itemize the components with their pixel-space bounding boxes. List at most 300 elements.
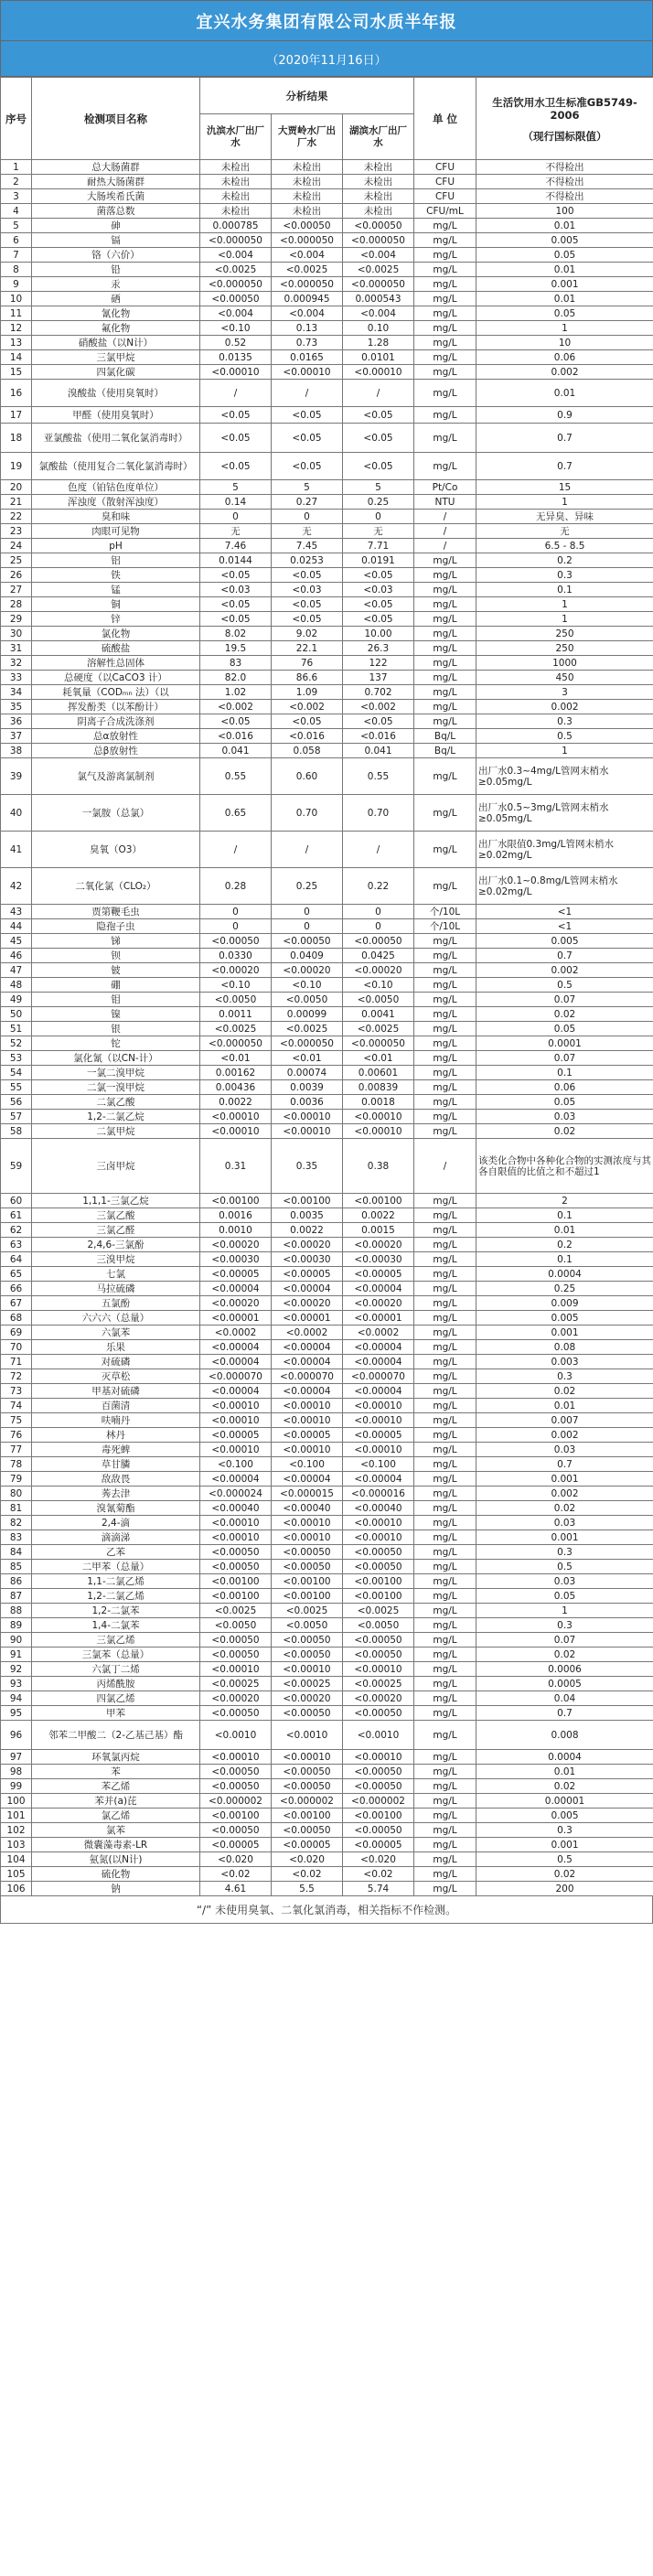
- row-standard-limit: 无: [476, 524, 653, 539]
- row-value-plant-3: <0.100: [343, 1457, 414, 1472]
- row-item-name: 钡: [32, 949, 200, 963]
- row-unit: mg/L: [414, 934, 476, 949]
- row-value-plant-2: /: [272, 380, 343, 407]
- row-standard-limit: 0.03: [476, 1443, 653, 1457]
- row-value-plant-2: 0.27: [272, 495, 343, 510]
- row-index: 67: [1, 1296, 32, 1311]
- row-unit: mg/L: [414, 1223, 476, 1238]
- row-value-plant-1: 0.0022: [200, 1095, 272, 1110]
- row-value-plant-1: 19.5: [200, 641, 272, 656]
- row-item-name: 溴氰菊酯: [32, 1501, 200, 1516]
- row-standard-limit: 0.002: [476, 365, 653, 380]
- row-index: 6: [1, 233, 32, 248]
- row-standard-limit: 0.005: [476, 233, 653, 248]
- row-item-name: 苯: [32, 1765, 200, 1779]
- row-value-plant-1: <0.00004: [200, 1384, 272, 1399]
- row-value-plant-3: <0.00030: [343, 1252, 414, 1267]
- row-value-plant-1: <0.00100: [200, 1809, 272, 1823]
- row-standard-limit: 0.03: [476, 1574, 653, 1589]
- row-value-plant-2: 0.00074: [272, 1066, 343, 1080]
- row-unit: mg/L: [414, 1194, 476, 1208]
- row-unit: mg/L: [414, 219, 476, 233]
- row-value-plant-1: <0.00050: [200, 1633, 272, 1648]
- row-value-plant-2: <0.00050: [272, 219, 343, 233]
- row-item-name: 对硫磷: [32, 1355, 200, 1369]
- row-value-plant-2: <0.05: [272, 407, 343, 424]
- row-value-plant-3: 0: [343, 905, 414, 919]
- row-item-name: 敌敌畏: [32, 1472, 200, 1487]
- table-row: [1, 641, 653, 656]
- table-row: [1, 949, 653, 963]
- row-unit: mg/L: [414, 1051, 476, 1066]
- row-index: 46: [1, 949, 32, 963]
- row-value-plant-2: <0.0002: [272, 1326, 343, 1340]
- table-row: [1, 1838, 653, 1852]
- row-unit: NTU: [414, 495, 476, 510]
- row-item-name: 2,4-滴: [32, 1516, 200, 1530]
- row-index: 19: [1, 453, 32, 480]
- row-value-plant-3: <0.00100: [343, 1574, 414, 1589]
- row-value-plant-3: <0.00010: [343, 1124, 414, 1139]
- row-value-plant-1: <0.100: [200, 1457, 272, 1472]
- row-index: 64: [1, 1252, 32, 1267]
- row-index: 49: [1, 993, 32, 1007]
- row-item-name: 苯并(a)芘: [32, 1794, 200, 1809]
- row-unit: mg/L: [414, 1095, 476, 1110]
- row-index: 52: [1, 1036, 32, 1051]
- table-row: [1, 1051, 653, 1066]
- row-item-name: 肉眼可见物: [32, 524, 200, 539]
- row-unit: mg/L: [414, 277, 476, 292]
- row-standard-limit: 0.7: [476, 1457, 653, 1472]
- row-value-plant-2: 无: [272, 524, 343, 539]
- row-unit: mg/L: [414, 1838, 476, 1852]
- row-index: 85: [1, 1560, 32, 1574]
- row-item-name: 铁: [32, 568, 200, 583]
- table-row: [1, 1428, 653, 1443]
- row-index: 42: [1, 868, 32, 905]
- row-standard-limit: 0.03: [476, 1110, 653, 1124]
- table-row: [1, 1267, 653, 1282]
- table-row: [1, 1355, 653, 1369]
- row-value-plant-2: 0.13: [272, 321, 343, 336]
- row-index: 54: [1, 1066, 32, 1080]
- row-standard-limit: 0.01: [476, 1765, 653, 1779]
- table-row: [1, 1036, 653, 1051]
- row-index: 20: [1, 480, 32, 495]
- row-unit: mg/L: [414, 1399, 476, 1413]
- row-value-plant-1: <0.00025: [200, 1677, 272, 1691]
- row-standard-limit: 该类化合物中各种化合物的实测浓度与其各自限值的比值之和不超过1: [476, 1139, 653, 1194]
- row-standard-limit: 0.06: [476, 350, 653, 365]
- table-row: [1, 510, 653, 524]
- table-row: [1, 453, 653, 480]
- row-value-plant-1: <0.00010: [200, 1413, 272, 1428]
- row-item-name: 环氧氯丙烷: [32, 1750, 200, 1765]
- row-unit: Pt/Co: [414, 480, 476, 495]
- table-row: [1, 1443, 653, 1457]
- row-value-plant-2: <0.000002: [272, 1794, 343, 1809]
- table-row: [1, 656, 653, 671]
- row-unit: mg/L: [414, 993, 476, 1007]
- row-index: 53: [1, 1051, 32, 1066]
- row-unit: mg/L: [414, 1369, 476, 1384]
- row-unit: mg/L: [414, 1589, 476, 1604]
- row-item-name: 丙烯酰胺: [32, 1677, 200, 1691]
- row-value-plant-3: 0.0041: [343, 1007, 414, 1022]
- row-index: 8: [1, 263, 32, 277]
- row-value-plant-1: 0.0144: [200, 553, 272, 568]
- row-item-name: 亚氯酸盐（使用二氧化氯消毒时）: [32, 424, 200, 453]
- row-value-plant-1: 82.0: [200, 671, 272, 685]
- row-index: 27: [1, 583, 32, 597]
- row-value-plant-3: <0.00050: [343, 1779, 414, 1794]
- row-item-name: 镍: [32, 1007, 200, 1022]
- row-value-plant-2: <0.00004: [272, 1384, 343, 1399]
- row-unit: Bq/L: [414, 729, 476, 744]
- row-value-plant-3: 26.3: [343, 641, 414, 656]
- row-item-name: 总α放射性: [32, 729, 200, 744]
- row-value-plant-2: <0.00004: [272, 1472, 343, 1487]
- row-item-name: 挥发酚类（以苯酚计）: [32, 700, 200, 714]
- row-value-plant-2: 9.02: [272, 627, 343, 641]
- table-row: [1, 524, 653, 539]
- row-unit: mg/L: [414, 1282, 476, 1296]
- row-item-name: 三卤甲烷: [32, 1139, 200, 1194]
- row-standard-limit: 0.02: [476, 1779, 653, 1794]
- row-unit: mg/L: [414, 627, 476, 641]
- row-value-plant-1: <0.00020: [200, 963, 272, 978]
- header-plant-3: 湖滨水厂出厂水: [343, 114, 414, 160]
- row-value-plant-2: <0.004: [272, 306, 343, 321]
- row-item-name: 耗氧量（CODₘₙ 法）（以: [32, 685, 200, 700]
- row-unit: CFU/mL: [414, 204, 476, 219]
- row-standard-limit: 0.0001: [476, 1036, 653, 1051]
- table-row: [1, 1618, 653, 1633]
- row-unit: mg/L: [414, 1326, 476, 1340]
- row-value-plant-3: <0.0002: [343, 1326, 414, 1340]
- table-row: [1, 868, 653, 905]
- row-index: 71: [1, 1355, 32, 1369]
- row-index: 13: [1, 336, 32, 350]
- row-index: 56: [1, 1095, 32, 1110]
- row-value-plant-3: <0.00050: [343, 219, 414, 233]
- row-value-plant-2: 0.35: [272, 1139, 343, 1194]
- row-item-name: 甲醛（使用臭氧时）: [32, 407, 200, 424]
- row-item-name: 汞: [32, 277, 200, 292]
- row-index: 78: [1, 1457, 32, 1472]
- row-item-name: pH: [32, 539, 200, 553]
- row-value-plant-2: <0.00010: [272, 1530, 343, 1545]
- row-item-name: 氯气及游离氯制剂: [32, 758, 200, 795]
- row-standard-limit: 不得检出: [476, 160, 653, 175]
- row-value-plant-3: 未检出: [343, 189, 414, 204]
- row-value-plant-3: <0.020: [343, 1852, 414, 1867]
- row-value-plant-1: <0.00010: [200, 1516, 272, 1530]
- row-item-name: 锰: [32, 583, 200, 597]
- row-item-name: 铍: [32, 963, 200, 978]
- row-standard-limit: 0.05: [476, 1022, 653, 1036]
- row-index: 62: [1, 1223, 32, 1238]
- row-value-plant-1: <0.02: [200, 1867, 272, 1882]
- row-unit: mg/L: [414, 1022, 476, 1036]
- row-standard-limit: 0.07: [476, 1051, 653, 1066]
- row-value-plant-1: 0.65: [200, 795, 272, 832]
- row-unit: mg/L: [414, 1867, 476, 1882]
- row-value-plant-2: <0.000050: [272, 277, 343, 292]
- row-value-plant-2: 0.60: [272, 758, 343, 795]
- row-standard-limit: 0.05: [476, 306, 653, 321]
- row-unit: mg/L: [414, 641, 476, 656]
- row-item-name: 乐果: [32, 1340, 200, 1355]
- row-standard-limit: 0.05: [476, 248, 653, 263]
- row-value-plant-1: <0.000070: [200, 1369, 272, 1384]
- row-index: 21: [1, 495, 32, 510]
- row-value-plant-1: <0.00100: [200, 1194, 272, 1208]
- table-row: [1, 1677, 653, 1691]
- row-value-plant-3: <0.00010: [343, 1530, 414, 1545]
- row-value-plant-3: <0.004: [343, 248, 414, 263]
- row-item-name: 七氯: [32, 1267, 200, 1282]
- table-row: [1, 365, 653, 380]
- row-value-plant-1: /: [200, 380, 272, 407]
- row-standard-limit: 15: [476, 480, 653, 495]
- row-index: 93: [1, 1677, 32, 1691]
- row-unit: mg/L: [414, 868, 476, 905]
- row-value-plant-2: <0.00100: [272, 1194, 343, 1208]
- row-value-plant-2: <0.05: [272, 568, 343, 583]
- row-index: 30: [1, 627, 32, 641]
- row-index: 57: [1, 1110, 32, 1124]
- row-value-plant-2: 0.000945: [272, 292, 343, 306]
- row-index: 74: [1, 1399, 32, 1413]
- table-row: [1, 963, 653, 978]
- table-row: [1, 1252, 653, 1267]
- row-item-name: 锑: [32, 934, 200, 949]
- row-index: 7: [1, 248, 32, 263]
- row-value-plant-1: <0.00004: [200, 1355, 272, 1369]
- row-value-plant-1: <0.03: [200, 583, 272, 597]
- row-index: 68: [1, 1311, 32, 1326]
- row-value-plant-1: <0.00050: [200, 1823, 272, 1838]
- row-item-name: 五氯酚: [32, 1296, 200, 1311]
- row-unit: mg/L: [414, 1823, 476, 1838]
- row-value-plant-3: <0.00050: [343, 1765, 414, 1779]
- row-standard-limit: 0.02: [476, 1124, 653, 1139]
- table-row: [1, 729, 653, 744]
- table-row: [1, 1545, 653, 1560]
- row-standard-limit: 0.5: [476, 1560, 653, 1574]
- row-index: 16: [1, 380, 32, 407]
- row-value-plant-3: <0.00050: [343, 1560, 414, 1574]
- row-value-plant-3: 0.55: [343, 758, 414, 795]
- row-unit: mg/L: [414, 1648, 476, 1662]
- row-unit: mg/L: [414, 963, 476, 978]
- row-value-plant-3: <0.00005: [343, 1838, 414, 1852]
- row-standard-limit: 0.1: [476, 1208, 653, 1223]
- header-unit: 单 位: [414, 78, 476, 160]
- row-value-plant-2: <0.0050: [272, 1618, 343, 1633]
- row-standard-limit: 0.02: [476, 1384, 653, 1399]
- row-index: 95: [1, 1706, 32, 1721]
- row-value-plant-1: <0.00020: [200, 1691, 272, 1706]
- table-row: [1, 292, 653, 306]
- table-row: [1, 1648, 653, 1662]
- row-value-plant-3: 1.28: [343, 336, 414, 350]
- row-value-plant-1: 0.0135: [200, 350, 272, 365]
- row-value-plant-2: 0.0022: [272, 1223, 343, 1238]
- row-unit: mg/L: [414, 714, 476, 729]
- row-standard-limit: 0.01: [476, 219, 653, 233]
- table-row: [1, 1311, 653, 1326]
- row-value-plant-1: <0.0025: [200, 1604, 272, 1618]
- row-standard-limit: 0.001: [476, 1472, 653, 1487]
- row-value-plant-1: 83: [200, 656, 272, 671]
- row-index: 91: [1, 1648, 32, 1662]
- row-unit: mg/L: [414, 1311, 476, 1326]
- row-value-plant-3: 5: [343, 480, 414, 495]
- row-value-plant-3: <0.000050: [343, 233, 414, 248]
- table-row: [1, 1369, 653, 1384]
- row-value-plant-3: <0.000050: [343, 1036, 414, 1051]
- table-row: [1, 1223, 653, 1238]
- table-row: [1, 1779, 653, 1794]
- row-value-plant-1: <0.00040: [200, 1501, 272, 1516]
- row-value-plant-3: <0.00010: [343, 1413, 414, 1428]
- row-value-plant-3: <0.05: [343, 424, 414, 453]
- row-index: 61: [1, 1208, 32, 1223]
- row-value-plant-2: <0.000050: [272, 1036, 343, 1051]
- table-row: [1, 1662, 653, 1677]
- row-item-name: 三溴甲烷: [32, 1252, 200, 1267]
- row-unit: mg/L: [414, 597, 476, 612]
- row-value-plant-1: <0.00004: [200, 1282, 272, 1296]
- row-value-plant-3: <0.0025: [343, 1022, 414, 1036]
- table-row: [1, 553, 653, 568]
- row-value-plant-3: <0.00020: [343, 1691, 414, 1706]
- row-item-name: 氯酸盐（使用复合二氧化氯消毒时）: [32, 453, 200, 480]
- row-value-plant-3: 未检出: [343, 175, 414, 189]
- row-value-plant-2: 未检出: [272, 175, 343, 189]
- row-unit: mg/L: [414, 365, 476, 380]
- row-standard-limit: 无异臭、异味: [476, 510, 653, 524]
- row-value-plant-1: <0.05: [200, 612, 272, 627]
- footnote: “/” 未使用臭氧、二氧化氯消毒，相关指标不作检测。: [0, 1896, 653, 1924]
- table-row: [1, 160, 653, 175]
- row-index: 100: [1, 1794, 32, 1809]
- row-value-plant-3: 未检出: [343, 204, 414, 219]
- row-standard-limit: 0.002: [476, 1487, 653, 1501]
- row-value-plant-3: 0.22: [343, 868, 414, 905]
- row-standard-limit: 2: [476, 1194, 653, 1208]
- table-row: [1, 248, 653, 263]
- row-value-plant-2: <0.00100: [272, 1589, 343, 1604]
- row-standard-limit: 3: [476, 685, 653, 700]
- row-unit: mg/L: [414, 1267, 476, 1282]
- row-value-plant-2: 22.1: [272, 641, 343, 656]
- row-value-plant-2: <0.00020: [272, 963, 343, 978]
- row-value-plant-2: <0.00005: [272, 1428, 343, 1443]
- row-value-plant-2: <0.05: [272, 597, 343, 612]
- row-item-name: 三氯甲烷: [32, 350, 200, 365]
- row-item-name: 滴滴涕: [32, 1530, 200, 1545]
- row-standard-limit: <1: [476, 919, 653, 934]
- row-value-plant-2: <0.00100: [272, 1574, 343, 1589]
- row-value-plant-2: <0.00010: [272, 365, 343, 380]
- row-value-plant-2: 0.0036: [272, 1095, 343, 1110]
- row-value-plant-3: 0.041: [343, 744, 414, 758]
- row-value-plant-2: <0.05: [272, 714, 343, 729]
- row-value-plant-3: 0.0191: [343, 553, 414, 568]
- table-row: [1, 905, 653, 919]
- row-value-plant-1: <0.020: [200, 1852, 272, 1867]
- row-value-plant-3: <0.004: [343, 306, 414, 321]
- row-value-plant-3: <0.0050: [343, 1618, 414, 1633]
- row-value-plant-3: <0.00010: [343, 365, 414, 380]
- row-value-plant-3: <0.00005: [343, 1428, 414, 1443]
- row-unit: mg/L: [414, 1882, 476, 1896]
- row-value-plant-1: 0.52: [200, 336, 272, 350]
- row-value-plant-2: <0.00020: [272, 1238, 343, 1252]
- row-unit: mg/L: [414, 407, 476, 424]
- row-index: 50: [1, 1007, 32, 1022]
- table-row: [1, 1282, 653, 1296]
- row-value-plant-1: <0.0025: [200, 1022, 272, 1036]
- table-row: [1, 1633, 653, 1648]
- row-item-name: 铅: [32, 263, 200, 277]
- row-standard-limit: 1: [476, 612, 653, 627]
- row-standard-limit: 200: [476, 1882, 653, 1896]
- row-standard-limit: 0.1: [476, 1066, 653, 1080]
- row-item-name: 灭草松: [32, 1369, 200, 1384]
- table-row: [1, 1413, 653, 1428]
- row-value-plant-2: <0.100: [272, 1457, 343, 1472]
- row-value-plant-2: 0.0253: [272, 553, 343, 568]
- row-value-plant-1: <0.0010: [200, 1721, 272, 1750]
- row-item-name: 二氯甲烷: [32, 1124, 200, 1139]
- row-index: 60: [1, 1194, 32, 1208]
- row-unit: mg/L: [414, 1633, 476, 1648]
- row-unit: mg/L: [414, 453, 476, 480]
- table-row: [1, 627, 653, 641]
- row-item-name: 邻苯二甲酸二（2-乙基己基）酯: [32, 1721, 200, 1750]
- table-row: [1, 934, 653, 949]
- row-unit: mg/L: [414, 248, 476, 263]
- row-value-plant-2: <0.05: [272, 424, 343, 453]
- row-value-plant-1: <0.0050: [200, 993, 272, 1007]
- row-value-plant-1: <0.00050: [200, 292, 272, 306]
- row-unit: mg/L: [414, 1472, 476, 1487]
- row-item-name: 砷: [32, 219, 200, 233]
- row-item-name: 氯乙烯: [32, 1809, 200, 1823]
- row-value-plant-1: <0.00001: [200, 1311, 272, 1326]
- row-value-plant-3: 无: [343, 524, 414, 539]
- row-index: 104: [1, 1852, 32, 1867]
- row-unit: mg/L: [414, 568, 476, 583]
- table-row: [1, 306, 653, 321]
- row-index: 88: [1, 1604, 32, 1618]
- row-index: 89: [1, 1618, 32, 1633]
- row-standard-limit: 0.06: [476, 1080, 653, 1095]
- row-item-name: 硼: [32, 978, 200, 993]
- row-index: 29: [1, 612, 32, 627]
- table-row: [1, 277, 653, 292]
- row-unit: mg/L: [414, 795, 476, 832]
- row-standard-limit: 不得检出: [476, 189, 653, 204]
- row-unit: mg/L: [414, 1124, 476, 1139]
- table-row: [1, 539, 653, 553]
- row-value-plant-2: 0.0035: [272, 1208, 343, 1223]
